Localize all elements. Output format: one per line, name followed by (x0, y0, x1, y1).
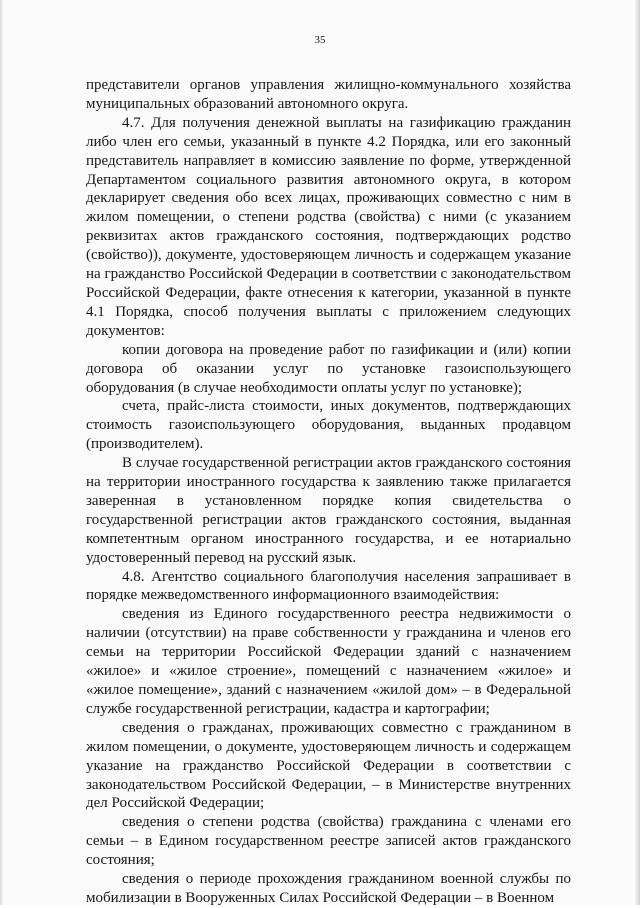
paragraph: представители органов управления жилищно-коммунального хозяйства муниципальных образований автономного округа. (86, 77, 571, 112)
paragraph: копии договора на проведение работ по газификации и (или) копии договора об оказании услуг по установке газоиспользующего оборудования (в случае необходимости оплаты услуг по установке); (86, 341, 571, 396)
page-right-edge (635, 0, 640, 905)
document-body (86, 76, 571, 908)
paragraph: В случае государственной регистрации актов гражданского состояния на территории иностранного государства к заявлению также прилагается заверенная в установленном порядке копия свидетельства о государственной регистрации актов гражданского состояния, выданная компетентным органом иностранного государства, и ее нотариально удостоверенный перевод на русский язык. (86, 455, 571, 566)
paragraph: сведения о гражданах, проживающих совместно с гражданином в жилом помещении, о документе, удостоверяющем личность и содержащем указание на гражданство Российской Федерации в соответствии с законодательством Российской Федерации, – в Министерстве внутренних дел Российской Федерации; (86, 719, 571, 812)
page-left-edge (0, 0, 3, 905)
page-number: 35 (314, 34, 326, 46)
paragraph: сведения из Единого государственного реестра недвижимости о наличии (отсутствии) на праве собственности у гражданина и членов его семьи на территории Российской Федерации зданий с назначением «жилое» и «жилое строение», помещений с назначением «жилое» и «жилое помещение», зданий с назначением «жилой дом» – в Федеральной службе государственной регистрации, кадастра и картографии; (86, 606, 571, 717)
paragraph: 4.7. Для получения денежной выплаты на газификацию гражданин либо член его семьи, указанный в пункте 4.2 Порядка, или его законный представитель направляет в комиссию заявление по форме, утвержденной Департаментом социального развития автономного округа, в котором декларирует сведения обо всех лицах, проживающих совместно с ним в жилом помещении, о степени родства (свойства) с ними (с указанием реквизитах актов гражданского состояния, подтверждающих родство (свойство)), документе, удостоверяющем личность и содержащем указание на гражданство Российской Федерации в соответствии с законодательством Российской Федерации, факте отнесения к категории, указанной в пункте 4.1 Порядка, способ получения выплаты с приложением следующих документов: (86, 114, 571, 339)
paragraph: 4.8. Агентство социального благополучия населения запрашивает в порядке межведомственного информационного взаимодействия: (86, 568, 571, 604)
paragraph: сведения о периоде прохождения гражданином военной службы по мобилизации в Вооруженных Силах Российской Федерации – в Военном (86, 871, 571, 906)
paragraph: счета, прайс-листа стоимости, иных документов, подтверждающих стоимость газоиспользующего оборудования, выданных продавцом (производителем). (86, 398, 571, 453)
paragraph: сведения о степени родства (свойства) гражданина с членами его семьи – в Едином государственном реестре записей актов гражданского состояния; (86, 814, 571, 869)
